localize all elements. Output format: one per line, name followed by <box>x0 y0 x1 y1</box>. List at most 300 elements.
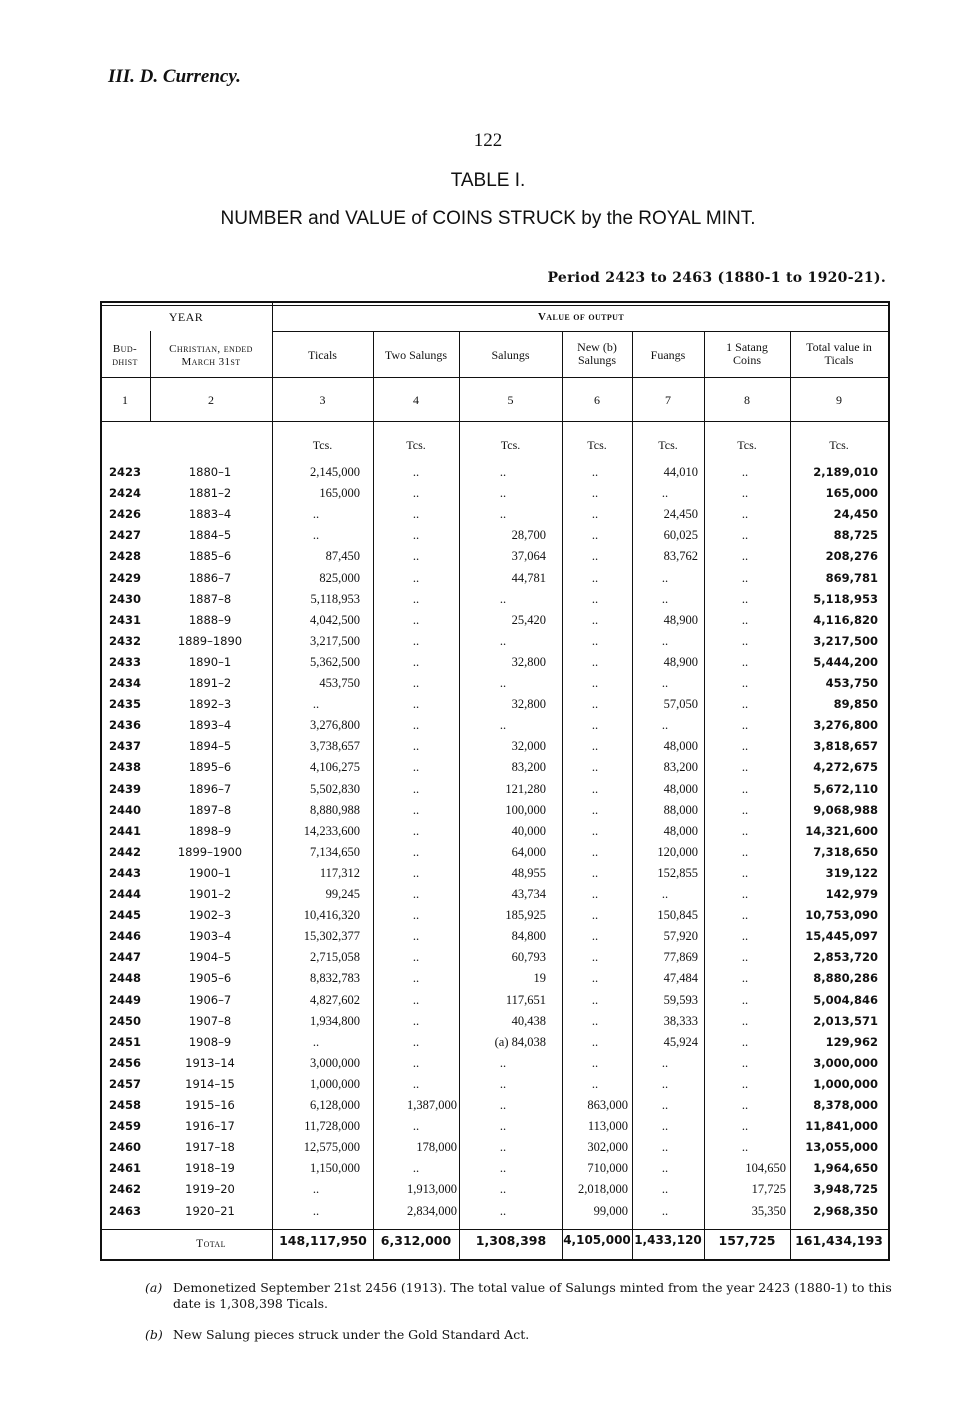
cell-total: 869,781 <box>825 570 878 585</box>
cell-two-salungs: .. <box>412 929 420 944</box>
cell-christian-year: 1889–1890 <box>177 633 243 648</box>
cell-two-salungs: .. <box>412 802 420 817</box>
cell-salungs: (a) 84,038 <box>494 1034 546 1049</box>
cell-salungs: 40,000 <box>511 823 546 838</box>
cell-christian-year: 1888–9 <box>188 612 232 627</box>
cell-new-salungs: .. <box>591 865 599 880</box>
table-top-rule <box>100 301 890 303</box>
cell-fuangs: .. <box>661 486 669 501</box>
cell-new-salungs: .. <box>591 992 599 1007</box>
cell-two-salungs: .. <box>412 739 420 754</box>
table-row <box>100 462 890 483</box>
cell-ticals: 10,416,320 <box>303 908 360 923</box>
cell-ticals: 87,450 <box>325 549 360 564</box>
cell-two-salungs: .. <box>412 992 420 1007</box>
col-num-9: 9 <box>836 393 842 407</box>
footnote-b <box>145 1327 905 1345</box>
cell-new-salungs: 99,000 <box>593 1203 628 1218</box>
cell-ticals: 165,000 <box>319 486 360 501</box>
cell-christian-year: 1913–14 <box>185 1055 235 1070</box>
table-row <box>100 589 890 610</box>
cell-salungs: .. <box>499 1182 507 1197</box>
cell-ticals: 8,880,988 <box>310 802 360 817</box>
cell-salungs: .. <box>499 1076 507 1091</box>
cell-christian-year: 1904–5 <box>188 950 232 965</box>
cell-satang: .. <box>741 507 749 522</box>
cell-satang: .. <box>741 1034 749 1049</box>
cell-christian-year: 1895–6 <box>188 760 232 775</box>
cell-total: 2,189,010 <box>813 465 878 479</box>
cell-fuangs: 77,869 <box>663 950 698 965</box>
cell-new-salungs: .. <box>591 802 599 817</box>
table-row <box>100 673 890 694</box>
table-bottom-rule <box>100 1259 890 1261</box>
cell-two-salungs: .. <box>412 844 420 859</box>
cell-fuangs: .. <box>661 1055 669 1070</box>
cell-satang: 35,350 <box>751 1203 786 1218</box>
cell-total: 88,725 <box>833 528 878 543</box>
cell-total: 142,979 <box>825 887 878 901</box>
cell-satang: .. <box>741 654 749 669</box>
cell-salungs: .. <box>499 1055 507 1070</box>
cell-buddhist-year: 2463 <box>108 1203 141 1218</box>
cell-salungs: 19 <box>533 971 546 986</box>
period-caption: Period 2423 to 2463 (1880-1 to 1920-21). <box>547 270 886 286</box>
cell-salungs: 117,651 <box>505 992 546 1007</box>
col-num-3: 3 <box>319 393 326 407</box>
table-row <box>100 610 890 631</box>
cell-total: 9,068,988 <box>813 802 878 817</box>
cell-satang: .. <box>741 570 749 585</box>
table-row <box>100 1095 890 1116</box>
col-header-satang: 1 Satang Coins <box>726 340 768 367</box>
cell-fuangs: 48,900 <box>663 654 698 669</box>
cell-salungs: 32,800 <box>511 654 546 669</box>
cell-new-salungs: .. <box>591 676 599 690</box>
cell-ticals: 5,118,953 <box>310 591 360 606</box>
cell-ticals: 825,000 <box>319 570 360 585</box>
cell-total: 165,000 <box>825 486 878 501</box>
cell-salungs: .. <box>499 507 507 522</box>
cell-two-salungs: .. <box>412 654 420 669</box>
cell-new-salungs: .. <box>591 971 599 986</box>
cell-fuangs: 57,920 <box>663 929 698 944</box>
cell-buddhist-year: 2448 <box>108 971 141 986</box>
cell-christian-year: 1894–5 <box>188 739 232 754</box>
cell-ticals: .. <box>312 1034 320 1049</box>
cell-christian-year: 1886–7 <box>188 570 232 585</box>
unit-label: Tcs. <box>500 438 521 452</box>
cell-ticals: 1,000,000 <box>310 1076 360 1091</box>
cell-fuangs: 48,000 <box>663 781 698 796</box>
cell-ticals: 6,128,000 <box>310 1098 360 1112</box>
total-satang: 157,725 <box>718 1233 776 1248</box>
cell-total: 453,750 <box>825 676 878 690</box>
cell-christian-year: 1896–7 <box>188 781 232 796</box>
cell-christian-year: 1908–9 <box>188 1034 232 1049</box>
cell-ticals: 5,502,830 <box>310 781 360 796</box>
cell-christian-year: 1897–8 <box>188 802 232 817</box>
cell-two-salungs: .. <box>412 760 420 775</box>
cell-salungs: 37,064 <box>511 549 546 564</box>
cell-fuangs: 48,000 <box>663 739 698 754</box>
cell-total: 24,450 <box>833 507 878 522</box>
cell-buddhist-year: 2450 <box>108 1013 141 1028</box>
cell-fuangs: 45,924 <box>663 1034 698 1049</box>
cell-buddhist-year: 2460 <box>108 1140 141 1155</box>
cell-new-salungs: .. <box>591 929 599 944</box>
footnote-a <box>145 1280 905 1314</box>
value-group-rule <box>272 331 890 332</box>
cell-ticals: 99,245 <box>325 887 360 901</box>
cell-total: 11,841,000 <box>805 1119 878 1134</box>
cell-new-salungs: .. <box>591 887 599 901</box>
cell-ticals: .. <box>312 528 320 543</box>
cell-new-salungs: .. <box>591 908 599 923</box>
cell-fuangs: 150,845 <box>657 908 698 923</box>
cell-total: 8,880,286 <box>813 971 878 986</box>
cell-ticals: 3,217,500 <box>310 633 360 648</box>
total-two-salungs: 6,312,000 <box>380 1233 452 1248</box>
cell-ticals: 117,312 <box>319 865 360 880</box>
table-row <box>100 1053 890 1074</box>
cell-buddhist-year: 2449 <box>108 992 141 1007</box>
table-row <box>100 483 890 504</box>
cell-buddhist-year: 2427 <box>108 528 141 543</box>
cell-satang: .. <box>741 844 749 859</box>
cell-two-salungs: .. <box>412 528 420 543</box>
unit-label: Tcs. <box>829 438 849 452</box>
cell-satang: .. <box>741 612 749 627</box>
cell-christian-year: 1890–1 <box>188 654 232 669</box>
cell-salungs: .. <box>499 1119 507 1134</box>
cell-satang: .. <box>741 908 749 923</box>
table-row <box>100 926 890 947</box>
col-header-salungs: Salungs <box>491 348 530 362</box>
cell-total: 3,948,725 <box>813 1182 878 1197</box>
cell-total: 3,217,500 <box>813 633 878 648</box>
cell-christian-year: 1914–15 <box>185 1076 235 1091</box>
cell-ticals: 15,302,377 <box>303 929 360 944</box>
cell-buddhist-year: 2459 <box>108 1119 141 1134</box>
cell-two-salungs: .. <box>412 570 420 585</box>
table-row <box>100 504 890 525</box>
cell-salungs: .. <box>499 591 507 606</box>
cell-fuangs: 48,000 <box>663 823 698 838</box>
cell-buddhist-year: 2431 <box>108 612 141 627</box>
cell-satang: .. <box>741 1076 749 1091</box>
cell-total: 13,055,000 <box>805 1140 878 1155</box>
cell-new-salungs: .. <box>591 760 599 775</box>
cell-total: 4,272,675 <box>813 760 878 775</box>
cell-satang: .. <box>741 1055 749 1070</box>
cell-total: 1,000,000 <box>813 1076 878 1091</box>
cell-salungs: 100,000 <box>505 802 546 817</box>
table-row <box>100 884 890 905</box>
cell-buddhist-year: 2457 <box>108 1076 141 1091</box>
table-row <box>100 1137 890 1158</box>
cell-christian-year: 1900–1 <box>188 865 232 880</box>
col-num-7: 7 <box>665 393 671 407</box>
cell-salungs: 60,793 <box>511 950 546 965</box>
cell-satang: .. <box>741 739 749 754</box>
cell-fuangs: 59,593 <box>663 992 698 1007</box>
col-num-6: 6 <box>594 393 600 407</box>
cell-total: 14,321,600 <box>805 823 878 838</box>
cell-buddhist-year: 2445 <box>108 908 141 923</box>
cell-fuangs: 57,050 <box>663 697 698 712</box>
colnum-bottom-rule <box>100 421 890 422</box>
col-num-1: 1 <box>122 393 128 407</box>
cell-satang: .. <box>741 486 749 501</box>
cell-total: 8,378,000 <box>813 1098 878 1112</box>
footnote-tag: (a) <box>145 1280 163 1295</box>
total-new-salungs: 4,105,000 <box>563 1233 631 1247</box>
cell-christian-year: 1881–2 <box>188 486 232 501</box>
cell-ticals: 3,738,657 <box>310 739 360 754</box>
cell-ticals: 2,715,058 <box>310 950 360 965</box>
cell-salungs: 64,000 <box>511 844 546 859</box>
cell-new-salungs: .. <box>591 1034 599 1049</box>
col-header-total: Total value in Ticals <box>806 340 872 367</box>
cell-two-salungs: .. <box>412 950 420 965</box>
cell-ticals: .. <box>312 1203 320 1218</box>
cell-salungs: 121,280 <box>505 781 546 796</box>
section-heading: III. D. Currency. <box>108 66 241 87</box>
cell-ticals: 11,728,000 <box>304 1119 360 1134</box>
cell-total: 5,118,953 <box>813 591 878 606</box>
cell-total: 129,962 <box>825 1034 878 1049</box>
cell-fuangs: 38,333 <box>663 1013 698 1028</box>
cell-two-salungs: .. <box>412 549 420 564</box>
cell-total: 4,116,820 <box>813 612 878 627</box>
cell-total: 89,850 <box>833 697 878 712</box>
cell-ticals: 5,362,500 <box>310 654 360 669</box>
cell-ticals: .. <box>312 697 320 712</box>
cell-fuangs: 47,484 <box>663 971 698 986</box>
cell-salungs: .. <box>499 1098 507 1112</box>
cell-buddhist-year: 2439 <box>108 781 141 796</box>
col-header-buddhist: Bud- dhist <box>112 343 138 368</box>
cell-new-salungs: 710,000 <box>587 1161 628 1176</box>
table-row <box>100 905 890 926</box>
cell-salungs: 48,955 <box>511 865 546 880</box>
cell-fuangs: 48,900 <box>663 612 698 627</box>
cell-two-salungs: .. <box>412 465 420 479</box>
cell-total: 208,276 <box>825 549 878 564</box>
table-row <box>100 1158 890 1179</box>
cell-two-salungs: .. <box>412 865 420 880</box>
table-row <box>100 525 890 546</box>
page-number: 122 <box>473 130 503 151</box>
cell-buddhist-year: 2458 <box>108 1098 141 1112</box>
table-row <box>100 1179 890 1200</box>
cell-christian-year: 1918–19 <box>185 1161 235 1176</box>
cell-salungs: .. <box>499 1203 507 1218</box>
table-row <box>100 800 890 821</box>
cell-fuangs: .. <box>661 1203 669 1218</box>
cell-fuangs: .. <box>661 570 669 585</box>
cell-fuangs: .. <box>661 1140 669 1155</box>
cell-christian-year: 1916–17 <box>185 1119 235 1134</box>
cell-new-salungs: .. <box>591 950 599 965</box>
cell-two-salungs: .. <box>412 1034 420 1049</box>
cell-new-salungs: .. <box>591 823 599 838</box>
cell-satang: 17,725 <box>751 1182 786 1197</box>
cell-ticals: .. <box>312 1182 320 1197</box>
value-group-header: Value of output <box>537 311 625 323</box>
cell-satang: .. <box>741 718 749 733</box>
cell-ticals: 14,233,600 <box>303 823 360 838</box>
cell-christian-year: 1901–2 <box>188 887 232 901</box>
cell-satang: .. <box>741 971 749 986</box>
table-row <box>100 863 890 884</box>
cell-buddhist-year: 2426 <box>108 507 141 522</box>
cell-satang: .. <box>741 528 749 543</box>
cell-salungs: 43,734 <box>511 887 546 901</box>
cell-christian-year: 1903–4 <box>188 929 232 944</box>
cell-total: 3,276,800 <box>813 718 878 733</box>
total-fuangs: 1,433,120 <box>634 1233 702 1247</box>
col-header-two-salungs: Two Salungs <box>384 348 448 362</box>
cell-two-salungs: .. <box>412 633 420 648</box>
cell-satang: .. <box>741 633 749 648</box>
table-row <box>100 736 890 757</box>
cell-total: 2,968,350 <box>813 1203 878 1218</box>
cell-buddhist-year: 2424 <box>108 486 141 501</box>
cell-christian-year: 1892–3 <box>188 697 232 712</box>
cell-satang: .. <box>741 1013 749 1028</box>
cell-satang: .. <box>741 992 749 1007</box>
cell-fuangs: .. <box>661 1119 669 1134</box>
table-row <box>100 694 890 715</box>
cell-new-salungs: .. <box>591 1055 599 1070</box>
table-row <box>100 715 890 736</box>
cell-salungs: 25,420 <box>511 612 546 627</box>
cell-two-salungs: .. <box>412 887 420 901</box>
cell-two-salungs: 1,913,000 <box>407 1182 457 1197</box>
cell-total: 15,445,097 <box>805 929 878 944</box>
cell-christian-year: 1905–6 <box>188 971 232 986</box>
cell-salungs: 32,000 <box>511 739 546 754</box>
cell-fuangs: 44,010 <box>663 465 698 479</box>
cell-total: 5,444,200 <box>813 654 878 669</box>
cell-christian-year: 1880–1 <box>188 465 232 479</box>
cell-satang: .. <box>741 760 749 775</box>
cell-total: 1,964,650 <box>813 1161 878 1176</box>
cell-new-salungs: .. <box>591 1076 599 1091</box>
cell-fuangs: .. <box>661 591 669 606</box>
cell-christian-year: 1883–4 <box>188 507 232 522</box>
cell-fuangs: .. <box>661 676 669 690</box>
cell-satang: .. <box>741 1098 749 1112</box>
cell-buddhist-year: 2434 <box>108 676 141 690</box>
cell-two-salungs: .. <box>412 591 420 606</box>
cell-new-salungs: .. <box>591 465 599 479</box>
cell-two-salungs: 1,387,000 <box>407 1098 457 1112</box>
cell-two-salungs: .. <box>412 1161 420 1176</box>
cell-salungs: .. <box>499 676 507 690</box>
cell-two-salungs: .. <box>412 612 420 627</box>
cell-salungs: .. <box>499 465 507 479</box>
total-ticals: 148,117,950 <box>279 1233 367 1248</box>
cell-buddhist-year: 2428 <box>108 549 141 564</box>
cell-fuangs: .. <box>661 1076 669 1091</box>
footnote-tag: (b) <box>145 1327 163 1342</box>
cell-new-salungs: .. <box>591 528 599 543</box>
cell-buddhist-year: 2442 <box>108 844 141 859</box>
cell-salungs: .. <box>499 486 507 501</box>
col-header-fuangs: Fuangs <box>650 348 686 362</box>
table-label: TABLE I. <box>450 170 526 191</box>
cell-buddhist-year: 2438 <box>108 760 141 775</box>
cell-two-salungs: .. <box>412 676 420 690</box>
cell-satang: .. <box>741 802 749 817</box>
cell-total: 5,672,110 <box>813 781 878 796</box>
cell-buddhist-year: 2462 <box>108 1182 141 1197</box>
cell-ticals: 4,042,500 <box>310 612 360 627</box>
col-header-new-salungs: New (b) Salungs <box>577 340 617 367</box>
cell-buddhist-year: 2435 <box>108 697 141 712</box>
cell-salungs: .. <box>499 633 507 648</box>
col-num-2: 2 <box>208 393 214 407</box>
cell-christian-year: 1919–20 <box>185 1182 235 1197</box>
cell-two-salungs: .. <box>412 971 420 986</box>
table-row <box>100 631 890 652</box>
cell-salungs: .. <box>499 1161 507 1176</box>
total-value: 161,434,193 <box>795 1233 883 1248</box>
cell-new-salungs: .. <box>591 549 599 564</box>
cell-buddhist-year: 2423 <box>108 465 141 479</box>
header-bottom-rule <box>100 377 890 378</box>
cell-satang: 104,650 <box>745 1161 786 1176</box>
table-row <box>100 757 890 778</box>
cell-buddhist-year: 2443 <box>108 865 141 880</box>
cell-buddhist-year: 2437 <box>108 739 141 754</box>
cell-christian-year: 1891–2 <box>188 676 232 690</box>
cell-new-salungs: .. <box>591 697 599 712</box>
col-num-5: 5 <box>507 393 514 407</box>
cell-christian-year: 1899–1900 <box>177 844 243 859</box>
cell-two-salungs: .. <box>412 823 420 838</box>
cell-two-salungs: .. <box>412 1055 420 1070</box>
table-row <box>100 1032 890 1053</box>
cell-satang: .. <box>741 865 749 880</box>
table-row <box>100 568 890 589</box>
unit-label: Tcs. <box>658 438 678 452</box>
cell-ticals: 3,000,000 <box>310 1055 360 1070</box>
cell-christian-year: 1898–9 <box>188 823 232 838</box>
cell-fuangs: 24,450 <box>663 507 698 522</box>
cell-christian-year: 1893–4 <box>188 718 232 733</box>
cell-fuangs: 83,762 <box>663 549 698 564</box>
cell-ticals: 2,145,000 <box>310 465 360 479</box>
cell-ticals: 4,106,275 <box>310 760 360 775</box>
cell-ticals: 8,832,783 <box>310 971 360 986</box>
cell-buddhist-year: 2444 <box>108 887 141 901</box>
cell-buddhist-year: 2433 <box>108 654 141 669</box>
cell-buddhist-year: 2429 <box>108 570 141 585</box>
cell-satang: .. <box>741 1140 749 1155</box>
cell-salungs: 84,800 <box>511 929 546 944</box>
cell-ticals: .. <box>312 507 320 522</box>
footnote-text: Demonetized September 21st 2456 (1913). The total value of Salungs minted from the year 2423 (1880-1) to this date is 1,308,398 Ticals. <box>173 1280 892 1311</box>
cell-buddhist-year: 2456 <box>108 1055 141 1070</box>
table-top-rule-thin <box>100 305 890 306</box>
cell-satang: .. <box>741 697 749 712</box>
cell-fuangs: 88,000 <box>663 802 698 817</box>
unit-label: Tcs. <box>737 438 757 452</box>
